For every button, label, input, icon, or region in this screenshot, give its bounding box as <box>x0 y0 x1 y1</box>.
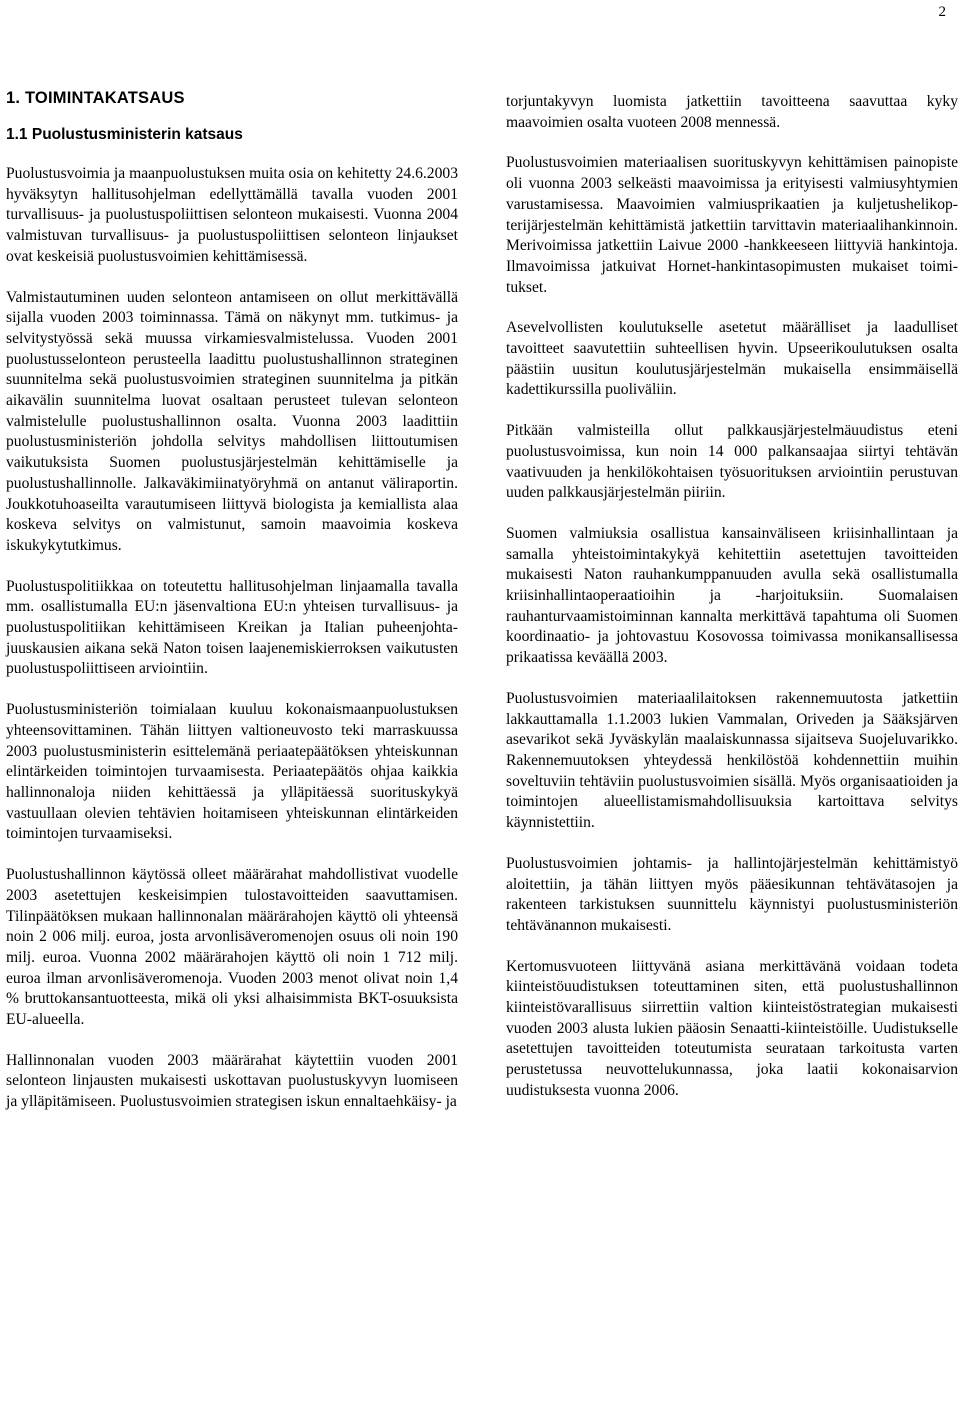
section-heading: 1.1 Puolustusministerin katsaus <box>6 126 243 143</box>
paragraph: Valmistautuminen uuden selonteon antamiseen on ollut merkittävällä sijalla vuoden 2003 toiminnassa. Tämä on näkynyt mm. tutkimus- ja selvitystyössä sekä muussa virkamiesvalmistelussa. Vuoden 2001 puolustusselonteon perusteella laadittu puolustushallinnon strateginen suunnitelma sekä puolustusvoimien strateginen suunnitelma ja pitkän aikavälin suunnitelma luovat osaltaan perusteet tulevan selonteon valmistelulle puolustushallinnon osalta. Vuonna 2003 laadittiin puolustusministeriön johdolla selvitys mahdollisen liittoutumisen vaikutuksista Suomen puolustusjärjestelmän kehittämiselle ja puolustushallinnolle. Jalkaväkimiinatyöryhmä on antanut väliraportin. Joukkotuhoaseilta varautumiseen liittyvä biologista ja kemiallista alaa koskeva selvitys on valmistunut, samoin maavoimia koskeva iskukykytutkimus. <box>6 288 458 554</box>
paragraph: Puolustusvoimien materiaalisen suorituskyvyn kehittämisen painopiste oli vuonna 2003 selkeästi maavoimissa ja erityisesti valmiusyhtymien varustamisessa. Maavoimien valmiusprikaatien ja kuljetushelikopterijärjestelmän kehittämistä jatkettiin tarvittavin materiaalihankinnoin. Merivoimissa jatkettiin Laivue 2000 -hankkeeseen liittyviä hankintoja. Ilmavoimissa jatkuivat Hornet-hankintasopimusten mukaiset toimitukset. <box>506 154 958 296</box>
page-number: 2 <box>938 4 946 20</box>
paragraph: Asevelvollisten koulutukselle asetetut määrälliset ja laadulliset tavoitteet saavutettiin suhteellisen hyvin. Upseerikoulutuksen osalta päästiin uusitun koulutusjärjestelmän mukaisella ensimmäisellä kadettikurssilla puoliväliin. <box>506 319 958 399</box>
paragraph: Puolustusministeriön toimialaan kuuluu kokonaismaanpuolustuksen yhteensovittaminen. Tähän liittyen valtioneuvosto teki marraskuussa 2003 puolustusministerin esittelemänä periaatepäätöksen yhteiskunnan elintärkeiden toimintojen turvaamisesta. Periaatepäätös ohjaa kaikkia hallinnonaloja niiden kehittäessä ja ylläpitäessä suorituskykyä vastuullaan olevien tehtävien hoitamiseen yhteiskunnan elintärkeiden toimintojen turvaamiseksi. <box>6 701 458 843</box>
paragraph: Puolustusvoimia ja maanpuolustuksen muita osia on kehitetty 24.6.2003 hyväksytyn hallitusohjelman edellyttämällä tavalla vuoden 2001 turvallisuus- ja puolustuspoliittisen selonteon mukaisesti. Vuonna 2004 valmistuvan turvallisuus- ja puolustuspoliittisen selonteon linjaukset ovat keskeisiä puolustusvoimien kehittämisessä. <box>6 165 458 265</box>
paragraph: Puolustusvoimien johtamis- ja hallintojärjestelmän kehittämistyö aloitettiin, ja tähän liittyen myös pääesikunnan tehtävätasojen ja rakenteen tarkistuksen suunnittelu käynnistyi puolustusministeriön tehtävänannon mukaisesti. <box>506 854 958 934</box>
paragraph: torjuntakyvyn luomista jatkettiin tavoitteena saavuttaa kyky maavoimien osalta vuoteen 2008 mennessä. <box>506 93 958 131</box>
paragraph: Kertomusvuoteen liittyvänä asiana merkittävänä voidaan todeta kiinteistöuudistuksen toteuttaminen siten, että puolustushallinnon kiinteistövarallisuus siirrettiin valtion kiinteistöstrategian mukaisesti vuoden 2003 alusta lukien pääosin Senaatti-kiinteistöille. Uudistukselle asetettujen tavoitteiden toteutumista seurataan tarkoitusta varten perustetussa neuvottelukunnassa, joka laatii kokonaisarvion uudistuksesta vuonna 2006. <box>506 957 958 1099</box>
left-column <box>6 88 458 1133</box>
paragraph: Puolustushallinnon käytössä olleet määrärahat mahdollistivat vuodelle 2003 asetettujen keskeisimpien tulostavoitteiden saavuttamisen. Tilinpäätöksen mukaan hallinnonalan määrärahojen käyttö oli yhteensä noin 2 006 milj. euroa, josta arvonlisäveromenojen osuus oli noin 190 milj. euroa. Vuonna 2002 määrärahojen käyttö oli noin 1 712 milj. euroa ilman arvonlisäveromenoja. Vuoden 2003 menot olivat noin 1,4 % bruttokansantuotteesta, mikä oli yksi alhaisimmista BKT-osuuksista EU-alueella. <box>6 866 458 1029</box>
paragraph: Puolustusvoimien materiaalilaitoksen rakennemuutosta jatkettiin lakkauttamalla 1.1.2003 lukien Vammalan, Oriveden ja Sääksjärven asevarikot sekä Jyväskylän maalaiskunnassa sijaitseva Suojeluvarikko. Rakennemuutoksen yhteydessä henkilöstöä kohdennettiin muihin soveltuviin tehtäviin puolustusvoimien sisällä. Myös organisaatioiden ja toimintojen alueellistamismahdollisuuksia kartoittava selvitys käynnistettiin. <box>506 689 958 832</box>
chapter-heading: 1. TOIMINTAKATSAUS <box>6 89 185 107</box>
paragraph: Suomen valmiuksia osallistua kansainväliseen kriisinhallintaan ja samalla yhteistoimintakykyä kehitettiin asetettujen tavoitteiden mukaisesti Naton rauhankumppanuuden avulla sekä osallistumalla kriisinhallintaoperaatioihin ja -harjoituksiin. Suomalaisen rauhanturvaamistoiminnan kannalta merkittävä tapahtuma oli Suomen koordinaatio- ja johtovastuu Kosovossa toimivassa monikansallisessa prikaatissa keväällä 2003. <box>506 524 958 667</box>
paragraph: Hallinnonalan vuoden 2003 määrärahat käytettiin vuoden 2001 selonteon linjausten mukaisesti uskottavan puolustuskyvyn luomiseen ja ylläpitämiseen. Puolustusvoimien strategisen iskun ennaltaehkäisy- ja <box>6 1051 458 1111</box>
paragraph: Puolustuspolitiikkaa on toteutettu hallitusohjelman linjaamalla tavalla mm. osallistumalla EU:n jäsenvaltiona EU:n yhteisen turvallisuus- ja puolustuspolitiikan kehittämiseen Kreikan ja Italian puheenjohtajuuskausien aikana sekä Naton toisen laajenemiskierroksen vaikutusten puolustuspoliittiseen arviointiin. <box>6 577 458 678</box>
paragraph: Pitkään valmisteilla ollut palkkausjärjestelmäuudistus eteni puolustusvoimissa, kun noin 14 000 palkansaajaa siirtyi tehtävän vaativuuden ja henkilökohtaisen työsuorituksen arviointiin perustuvan uuden palkkausjärjestelmän piiriin. <box>506 422 958 502</box>
right-column <box>506 92 958 1122</box>
